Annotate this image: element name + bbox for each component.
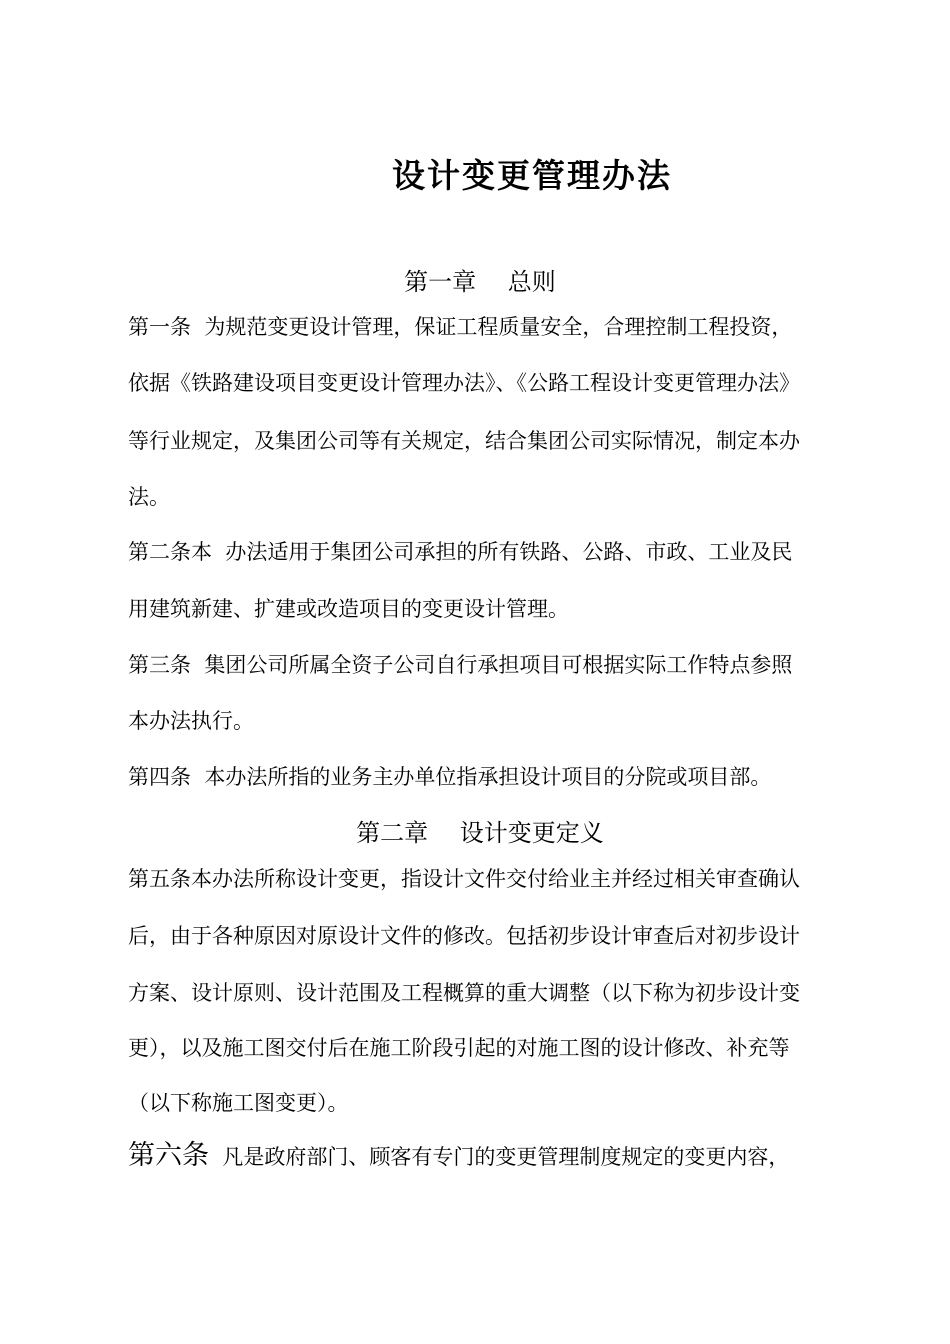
paragraph-line: 法。 xyxy=(128,485,170,509)
paragraph-line: 等行业规定，及集团公司等有关规定，结合集团公司实际情况，制定本办 xyxy=(128,429,800,453)
paragraph-line: 本办法执行。 xyxy=(128,709,254,733)
article-6-label: 第六条 xyxy=(128,1140,209,1171)
paragraph-line: 第二条本 办法适用于集团公司承担的所有铁路、公路、市政、工业及民 xyxy=(128,540,793,564)
chapter-2-heading: 第二章 设计变更定义 xyxy=(356,819,604,847)
paragraph-line: 后，由于各种原因对原设计文件的修改。包括初步设计审查后对初步设计 xyxy=(128,924,800,948)
paragraph-line: 用建筑新建、扩建或改造项目的变更设计管理。 xyxy=(128,597,569,621)
paragraph-line: （以下称施工图变更）。 xyxy=(128,1091,349,1115)
article-6-text: 凡是政府部门、顾客有专门的变更管理制度规定的变更内容， xyxy=(209,1145,790,1169)
document-title: 设计变更管理办法 xyxy=(392,156,672,195)
paragraph-line: 第一条 为规范变更设计管理，保证工程质量安全，合理控制工程投资， xyxy=(128,315,793,339)
paragraph-line: 第三条 集团公司所属全资子公司自行承担项目可根据实际工作特点参照 xyxy=(128,653,793,677)
paragraph-line-article-6 xyxy=(128,1141,789,1172)
paragraph-line: 依据《铁路建设项目变更设计管理办法》、《公路工程设计变更管理办法》 xyxy=(128,371,800,395)
chapter-1-heading: 第一章 总则 xyxy=(404,268,556,296)
paragraph-line: 第四条 本办法所指的业务主办单位指承担设计项目的分院或项目部。 xyxy=(128,765,772,789)
paragraph-line: 方案、设计原则、设计范围及工程概算的重大调整（以下称为初步设计变 xyxy=(128,981,800,1005)
paragraph-line: 更），以及施工图交付后在施工阶段引起的对施工图的设计修改、补充等 xyxy=(128,1036,790,1060)
paragraph-line: 第五条本办法所称设计变更，指设计文件交付给业主并经过相关审查确认 xyxy=(128,867,800,891)
